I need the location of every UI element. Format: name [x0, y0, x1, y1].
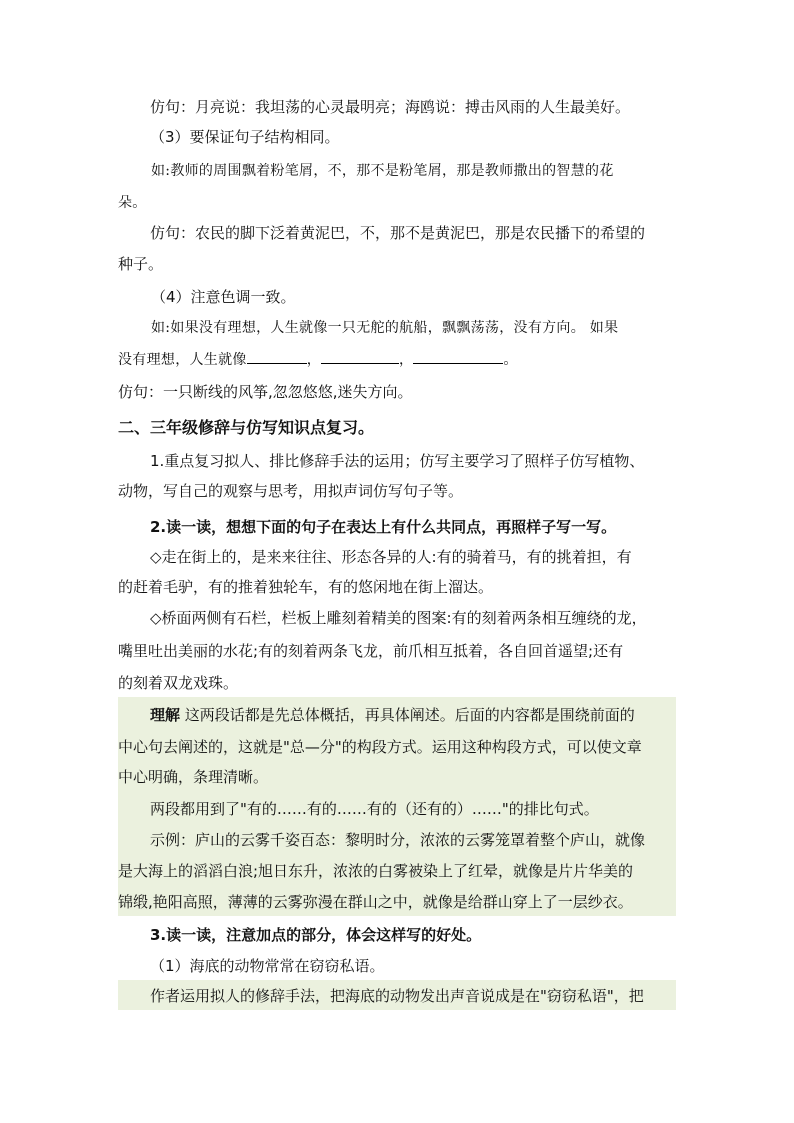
punctuation: 。 — [503, 352, 518, 368]
text-line: （3）要保证句子结构相同。 — [150, 128, 340, 146]
explanation-label: 理解 — [150, 706, 181, 724]
text-line: 的刻着双龙戏珠。 — [118, 674, 239, 692]
text-line: 仿句：农民的脚下泛着黄泥巴，不，那不是黄泥巴，那是农民播下的希望的 — [150, 224, 646, 242]
punctuation: ， — [399, 352, 414, 368]
text-line: ◇桥面两侧有石栏，栏板上雕刻着精美的图案:有的刻着两条相互缠绕的龙， — [150, 609, 647, 627]
explanation-line: 锦缎,艳阳高照，薄薄的云雾弥漫在群山之中，就像是给群山穿上了一层纱衣。 — [118, 893, 633, 911]
explanation-line: 是大海上的滔滔白浪;旭日东升，浓浓的白雾被染上了红晕，就像是片片华美的 — [118, 862, 634, 880]
explanation-line: 两段都用到了"有的……有的……有的（还有的）……"的排比句式。 — [150, 800, 599, 818]
text-line: 嘴里吐出美丽的水花;有的刻着两条飞龙，前爪相互抵着，各自回首遥望;还有 — [118, 642, 624, 660]
text-line: 的赶着毛驴，有的推着独轮车，有的悠闲地在街上溜达。 — [118, 578, 494, 596]
text-line: 1.重点复习拟人、排比修辞手法的运用；仿写主要学习了照样子仿写植物、 — [150, 452, 645, 470]
text-line: （4）注意色调一致。 — [151, 288, 296, 306]
explanation-line: 中心明确，条理清晰。 — [118, 768, 269, 786]
answer-blank — [321, 349, 399, 364]
question-heading: 2.读一读，想想下面的句子在表达上有什么共同点，再照样子写一写。 — [150, 518, 617, 536]
section-heading: 二、三年级修辞与仿写知识点复习。 — [118, 418, 375, 437]
text-line: 动物，写自己的观察与思考，用拟声词仿写句子等。 — [118, 482, 464, 500]
explanation-text: 这两段话都是先总体概括，再具体阐述。后面的内容都是围绕前面的 — [180, 706, 635, 724]
text-line: ◇走在街上的，是来来往往、形态各异的人:有的骑着马，有的挑着担，有 — [150, 548, 632, 566]
text-line: 仿句：月亮说：我坦荡的心灵最明亮；海鸥说：搏击风雨的人生最美好。 — [150, 98, 631, 116]
fill-blank-line — [118, 349, 518, 370]
explanation-line: 作者运用拟人的修辞手法，把海底的动物发出声音说成是在"窃窃私语"，把 — [150, 987, 644, 1005]
explanation-line: 中心句去阐述的，这就是"总—分"的构段方式。运用这种构段方式，可以使文章 — [118, 738, 642, 756]
text-line: （1）海底的动物常常在窃窃私语。 — [150, 957, 385, 975]
text-line: 仿句：一只断线的风筝,忽忽悠悠,迷失方向。 — [118, 383, 413, 401]
example-line: 如:教师的周围飘着粉笔屑，不，那不是粉笔屑，那是教师撒出的智慧的花 — [151, 163, 614, 179]
answer-blank — [247, 349, 307, 364]
punctuation: ， — [306, 352, 322, 368]
example-line: 如:如果没有理想，人生就像一只无舵的航船，飘飘荡荡，没有方向。 如果 — [151, 320, 619, 336]
explanation-line — [150, 705, 635, 725]
text-line: 种子。 — [118, 255, 164, 273]
answer-blank — [413, 349, 503, 364]
fill-blank-prefix: 没有理想，人生就像 — [118, 352, 247, 368]
example-line: 朵。 — [118, 195, 147, 211]
explanation-line: 示例：庐山的云雾千姿百态：黎明时分，浓浓的云雾笼罩着整个庐山，就像 — [150, 831, 646, 849]
question-heading: 3.读一读，注意加点的部分，体会这样写的好处。 — [150, 926, 482, 944]
